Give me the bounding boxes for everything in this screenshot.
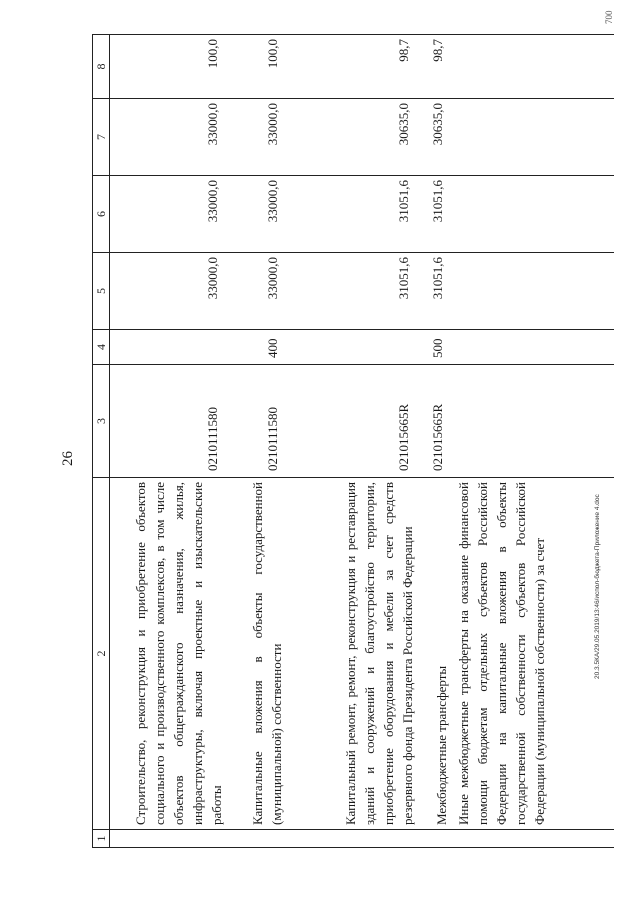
column-header: 4 — [93, 330, 110, 365]
row-vr: 500 — [420, 330, 454, 365]
row-value: 31051,6 — [420, 253, 454, 330]
row-code: 021015665R — [289, 365, 420, 478]
row-code: 0210111580 — [110, 365, 229, 478]
table-row — [454, 35, 614, 848]
row-code — [454, 365, 614, 478]
row-value: 31051,6 — [289, 176, 420, 253]
row-value — [454, 35, 614, 99]
row-value: 33000,0 — [110, 253, 229, 330]
column-header: 8 — [93, 35, 110, 99]
row-name: Иные межбюджетные трансферты на оказание финансовой помощи бюджетам отдельных субъектов Российской Федерации на капитальные вложения в объекты государственной собственности субъектов Российской Федерации (муниципальной собственности) за счет — [454, 478, 614, 830]
row-value: 30635,0 — [420, 99, 454, 176]
column-header: 2 — [93, 478, 110, 830]
column-header: 3 — [93, 365, 110, 478]
row-value: 100,0 — [229, 35, 289, 99]
column-number-row — [93, 35, 110, 848]
table-row — [289, 35, 420, 848]
row-value: 31051,6 — [289, 253, 420, 330]
row-value — [454, 176, 614, 253]
page-number: 26 — [60, 451, 76, 466]
row-vr — [110, 330, 229, 365]
document-file-code: 20.3.5КА/29.05.2019/13:46/испол-бюджета-Приложение 4.doc — [594, 494, 601, 679]
row-vr — [289, 330, 420, 365]
row-value: 33000,0 — [229, 99, 289, 176]
row-value: 33000,0 — [110, 99, 229, 176]
row-code: 021015665R — [420, 365, 454, 478]
row-vr: 400 — [229, 330, 289, 365]
row-value: 98,7 — [420, 35, 454, 99]
row-value: 33000,0 — [229, 176, 289, 253]
row-value: 100,0 — [110, 35, 229, 99]
column-header: 7 — [93, 99, 110, 176]
row-value — [454, 99, 614, 176]
row-name: Капитальные вложения в объекты государственной (муниципальной) собственности — [229, 478, 289, 830]
row-code: 0210111580 — [229, 365, 289, 478]
column-header: 1 — [93, 830, 110, 848]
row-value: 31051,6 — [420, 176, 454, 253]
table-row — [229, 35, 289, 848]
table-row — [420, 35, 454, 848]
budget-table — [92, 34, 614, 848]
column-header: 5 — [93, 253, 110, 330]
row-name: Строительство, реконструкция и приобретение объектов социального и производственного комплексов, в том числе объектов общегражданского назначения, жилья, инфраструктуры, включая проектные и изыскательские работы — [110, 478, 229, 830]
row-value: 33000,0 — [229, 253, 289, 330]
row-name: Капитальный ремонт, ремонт, реконструкция и реставрация зданий и сооружений и благоустройство территории, приобретение оборудования и мебели за счет средств резервного фонда Президента Российской Федерации — [289, 478, 420, 830]
column-header: 6 — [93, 176, 110, 253]
table-row — [110, 35, 229, 848]
row-value — [454, 253, 614, 330]
row-name: Межбюджетные трансферты — [420, 478, 454, 830]
corner-mark: 700 — [604, 10, 614, 24]
row-value: 33000,0 — [110, 176, 229, 253]
row-value: 30635,0 — [289, 99, 420, 176]
row-value: 98,7 — [289, 35, 420, 99]
row-vr — [454, 330, 614, 365]
